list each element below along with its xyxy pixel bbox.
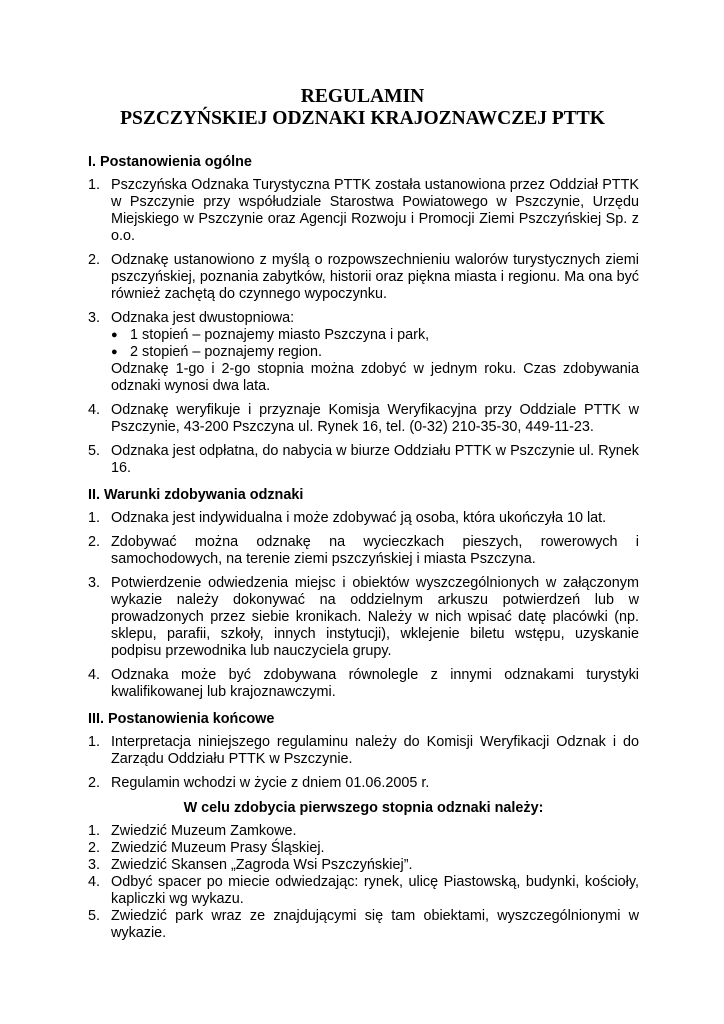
list-item: 1. Odznaka jest indywidualna i może zdobywać ją osoba, która ukończyła 10 lat.	[88, 510, 607, 526]
list-item: 2. Zwiedzić Muzeum Prasy Śląskiej.	[88, 840, 325, 856]
bullet-item: ● 2 stopień – poznajemy region.	[111, 344, 322, 360]
section-heading-conditions: II. Warunki zdobywania odznaki	[88, 487, 304, 503]
list-item: 2. Zdobywać można odznakę na wycieczkach pieszych, rowerowych i samochodowych, na terenie ziemi pszczyńskiej i miasta Pszczyna.	[88, 534, 639, 567]
bullet-icon: ●	[111, 346, 118, 358]
list-item: 3. Odznaka jest dwustopniowa: ● 1 stopień – poznajemy miasto Pszczyna i park, ● 2 stopień – poznajemy region. Odznakę 1-go i 2-go stopnia można zdobyć w jednym roku. Czas zdobywania odznaki wynosi dwa lata.	[88, 310, 639, 394]
list-item: 4. Odbyć spacer po miecie odwiedzając: rynek, ulicę Piastowską, budynki, kościoły, kapliczki wg wykazu.	[88, 874, 639, 907]
list-item: 5. Zwiedzić park wraz ze znajdującymi się tam obiektami, wyszczególnionymi w wykazie.	[88, 908, 639, 941]
first-degree-list	[88, 823, 639, 942]
list-item: 2. Regulamin wchodzi w życie z dniem 01.06.2005 r.	[88, 775, 430, 791]
section-heading-general: I. Postanowienia ogólne	[88, 154, 252, 170]
document-page	[88, 86, 639, 942]
section-conditions-list	[88, 510, 639, 701]
bullet-item: ● 1 stopień – poznajemy miasto Pszczyna i park,	[111, 327, 430, 343]
list-item: 4. Odznaka może być zdobywana równolegle z innymi odznakami turystyki kwalifikowanej lub krajoznawczymi.	[88, 667, 639, 700]
degree-bullets	[111, 327, 639, 361]
list-item: 1. Pszczyńska Odznaka Turystyczna PTTK została ustanowiona przez Oddział PTTK w Pszczynie przy współudziale Starostwa Powiatowego w Pszczynie, Urzędu Miejskiego w Pszczynie oraz Agencji Rozwoju i Promocji Ziemi Pszczyńskiej Sp. z o.o.	[88, 177, 639, 244]
list-item: 2. Odznakę ustanowiono z myślą o rozpowszechnieniu walorów turystycznych ziemi pszczyńskiej, poznania zabytków, historii oraz piękna miasta i regionu. Ma ona być również zachętą do czynnego wypoczynku.	[88, 252, 639, 302]
list-item: 3. Zwiedzić Skansen „Zagroda Wsi Pszczyńskiej”.	[88, 857, 413, 873]
title-line-2: PSZCZYŃSKIEJ ODZNAKI KRAJOZNAWCZEJ PTTK	[120, 108, 605, 129]
list-item: 4. Odznakę weryfikuje i przyznaje Komisja Weryfikacyjna przy Oddziale PTTK w Pszczynie, 43-200 Pszczyna ul. Rynek 16, tel. (0-32) 210-35-30, 449-11-23.	[88, 402, 639, 435]
bullet-icon: ●	[111, 329, 118, 341]
section-final-list	[88, 734, 639, 792]
list-item: 5. Odznaka jest odpłatna, do nabycia w biurze Oddziału PTTK w Pszczynie ul. Rynek 16.	[88, 443, 639, 476]
section-general-list	[88, 177, 639, 477]
list-item: 1. Interpretacja niniejszego regulaminu należy do Komisji Weryfikacji Odznak i do Zarządu Oddziału PTTK w Pszczynie.	[88, 734, 639, 767]
title-line-1: REGULAMIN	[300, 86, 425, 107]
list-item: 3. Potwierdzenie odwiedzenia miejsc i obiektów wyszczególnionych w załączonym wykazie należy dokonywać na oddzielnym arkuszu potwierdzeń lub w prowadzonych przez siebie kronikach. Należy w nich wpisać datę placówki (np. sklepu, parafii, szkoły, innych instytucji), wklejenie biletu wstępu, uzyskanie podpisu przewodnika lub nauczyciela grupy.	[88, 575, 639, 659]
document-title	[86, 86, 639, 130]
list-item: 1. Zwiedzić Muzeum Zamkowe.	[88, 823, 297, 839]
section-heading-final: III. Postanowienia końcowe	[88, 711, 275, 727]
first-degree-heading: W celu zdobycia pierwszego stopnia odznaki należy:	[183, 800, 544, 816]
